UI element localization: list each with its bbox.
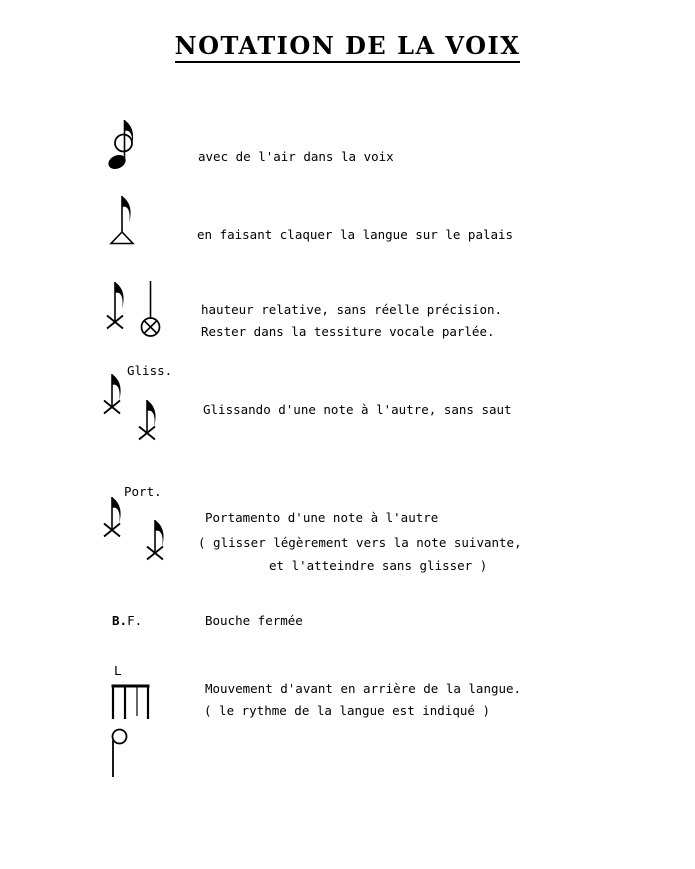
glissando-notes-symbol xyxy=(98,370,168,452)
entry-description: hauteur relative, sans réelle précision. xyxy=(201,302,503,317)
langue-label: L xyxy=(114,663,122,678)
air-note-symbol xyxy=(100,112,150,176)
entry-description: Rester dans la tessiture vocale parlée. xyxy=(201,324,495,339)
relative-pitch-notes-symbol xyxy=(100,276,180,340)
tongue-click-note-symbol xyxy=(104,192,144,248)
portamento-label: Port. xyxy=(124,484,162,499)
entry-description: ( le rythme de la langue est indiqué ) xyxy=(204,703,490,718)
entry-description: Glissando d'une note à l'autre, sans saut xyxy=(203,402,512,417)
flag xyxy=(122,196,131,223)
entry-description: Bouche fermée xyxy=(205,613,303,628)
half-note-symbol xyxy=(106,727,132,779)
flag xyxy=(115,282,124,309)
tongue-rhythm-comb-symbol xyxy=(110,683,152,723)
x-notehead-note-icon xyxy=(104,497,121,537)
flag xyxy=(112,497,121,524)
flag xyxy=(112,374,121,401)
circled-x-note-icon xyxy=(142,281,160,336)
eighth-note-icon xyxy=(111,196,133,244)
air-circle xyxy=(115,135,132,152)
eighth-note-icon xyxy=(106,120,133,172)
x-notehead-note-icon xyxy=(107,282,124,329)
entry-description: et l'atteindre sans glisser ) xyxy=(269,558,488,573)
page-title: NOTATION DE LA VOIX xyxy=(0,31,695,60)
x-notehead-note-icon xyxy=(147,520,164,560)
entry-description: ( glisser légèrement vers la note suivante, xyxy=(198,535,522,550)
glissando-label: Gliss. xyxy=(127,363,173,378)
entry-description: Portamento d'une note à l'autre xyxy=(205,510,439,525)
triangle-notehead xyxy=(111,232,133,244)
x-notehead-note-icon xyxy=(104,374,121,414)
x-notehead-note-icon xyxy=(139,400,156,440)
bouche-fermee-label: B.F. xyxy=(112,613,143,628)
flag xyxy=(155,520,164,547)
entry-description: en faisant claquer la langue sur le palais xyxy=(197,227,514,242)
flag xyxy=(147,400,156,427)
portamento-notes-symbol xyxy=(98,492,176,578)
entry-description: avec de l'air dans la voix xyxy=(198,149,394,164)
entry-description: Mouvement d'avant en arrière de la langue. xyxy=(205,681,522,696)
open-notehead xyxy=(113,730,127,744)
